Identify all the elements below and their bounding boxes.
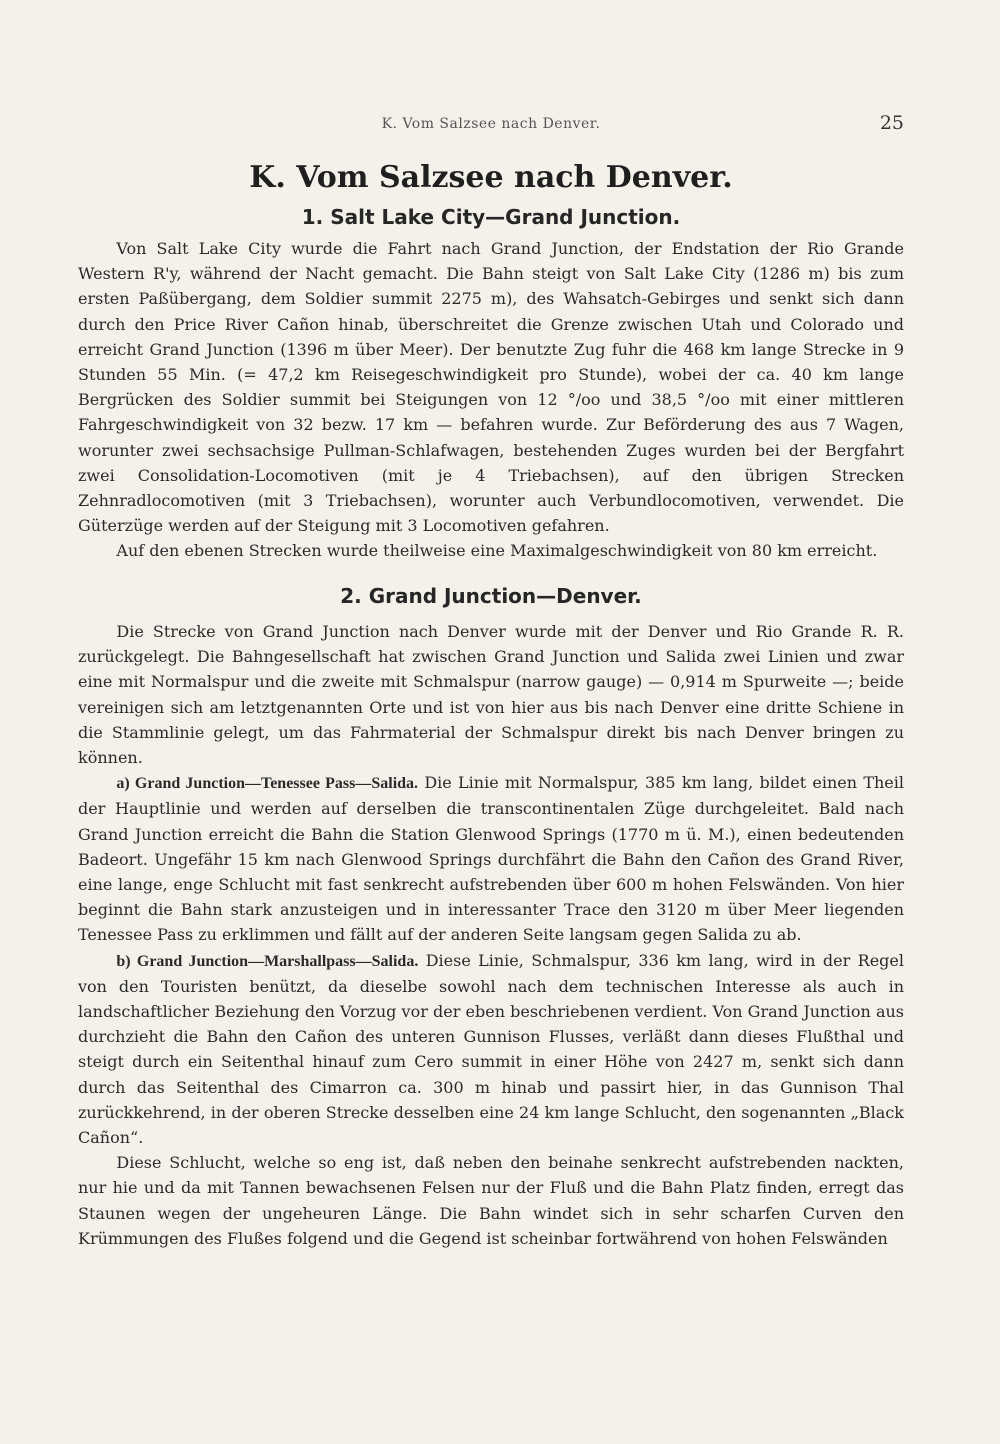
running-header [78, 112, 904, 138]
subsection-a [78, 770, 904, 947]
subsection-b [78, 948, 904, 1151]
running-title: K. Vom Salzsee nach Denver. [381, 116, 601, 132]
section-heading-1: 1. Salt Lake City—Grand Junction. [301, 205, 681, 229]
paragraph: Die Strecke von Grand Junction nach Denver wurde mit der Denver und Rio Grande R. R. zurückgelegt. Die Bahngesellschaft hat zwischen Grand Junction und Salida zwei Linien und zwar eine mit Normalspur und die zweite mit Schmalspur (narrow gauge) — 0,914 m Spurweite —; beide vereinigen sich am letztgenannten Orte und ist von hier aus bis nach Denver eine dritte Schiene in die Stammlinie gelegt, um das Fahrmaterial der Schmalspur direkt bis nach Denver bringen zu können. [78, 622, 904, 768]
paragraph: Von Salt Lake City wurde die Fahrt nach Grand Junction, der Endstation der Rio Grande Western R'y, während der Nacht gemacht. Die Bahn steigt von Salt Lake City (1286 m) bis zum ersten Paßübergang, dem Soldier summit 2275 m), des Wahsatch-Gebirges und senkt sich dann durch den Price River Cañon hinab, überschreitet die Grenze zwischen Utah und Colorado und erreicht Grand Junction (1396 m über Meer). Der benutzte Zug fuhr die 468 km lange Strecke in 9 Stunden 55 Min. (= 47,2 km Reisegeschwindigkeit pro Stunde), wobei der ca. 40 km lange Bergrücken des Soldier summit bei Steigungen von 12 °/oo und 38,5 °/oo mit einer mittleren Fahrgeschwindigkeit von 32 bezw. 17 km — befahren wurde. Zur Beförderung des aus 7 Wagen, worunter zwei sechsachsige Pullman-Schlafwagen, bestehenden Zuges wurden bei der Bergfahrt zwei Consolidation-Locomotiven (mit je 4 Triebachsen), auf den übrigen Strecken Zehnradlocomotiven (mit 3 Triebachsen), worunter auch Verbundlocomotiven, verwendet. Die Güterzüge werden auf der Steigung mit 3 Locomotiven gefahren. [78, 239, 904, 536]
subsection-b-label: b) Grand Junction—Marshallpass—Salida. [116, 952, 419, 970]
chapter-title: K. Vom Salzsee nach Denver. [249, 160, 733, 195]
section-2-body [78, 619, 904, 1251]
paragraph: Auf den ebenen Strecken wurde theilweise eine Maximalgeschwindigkeit von 80 km erreicht. [116, 541, 878, 561]
section-heading-2: 2. Grand Junction—Denver. [340, 584, 642, 608]
subsection-b-text: Diese Linie, Schmalspur, 336 km lang, wird in der Regel von den Touristen benützt, da dieselbe sowohl nach dem technischen Interesse als auch in landschaftlicher Beziehung den Vorzug vor der eben beschriebenen verdient. Von Grand Junction aus durchzieht die Bahn den Cañon des unteren Gunnison Flusses, verläßt dann dieses Flußthal und steigt durch ein Seitenthal hinauf zum Cero summit in einer Höhe von 2427 m, senkt sich dann durch das Seitenthal des Cimarron ca. 300 m hinab und passirt hier, in das Gunnison Thal zurückkehrend, in der oberen Strecke desselben eine 24 km lange Schlucht, den sogenannten „Black Cañon“. [78, 950, 904, 1148]
section-1-body [78, 236, 904, 564]
subsection-a-label: a) Grand Junction—Tenessee Pass—Salida. [116, 775, 419, 793]
subsection-a-text: Die Linie mit Normalspur, 385 km lang, bildet einen Theil der Hauptlinie und werden auf derselben die transcontinentalen Züge durchgeleitet. Bald nach Grand Junction erreicht die Bahn die Station Glenwood Springs (1770 m ü. M.), einen bedeutenden Badeort. Ungefähr 15 km nach Glenwood Springs durchfährt die Bahn den Cañon des Grand River, eine lange, enge Schlucht mit fast senkrecht aufstrebenden über 600 m hohen Felswänden. Von hier beginnt die Bahn stark anzusteigen und in interessanter Trace den 3120 m über Meer liegenden Tenessee Pass zu erklimmen und fällt auf der anderen Seite langsam gegen Salida zu ab. [78, 773, 905, 945]
paragraph: Diese Schlucht, welche so eng ist, daß neben den beinahe senkrecht aufstrebenden nackten, nur hie und da mit Tannen bewachsenen Felsen nur der Fluß und die Bahn Platz finden, erregt das Staunen wegen der ungeheuren Länge. Die Bahn windet sich in sehr scharfen Curven den Krümmungen des Flußes folgend und die Gegend ist scheinbar fortwährend von hohen Felswänden [78, 1153, 904, 1248]
page-number: 25 [879, 112, 904, 134]
